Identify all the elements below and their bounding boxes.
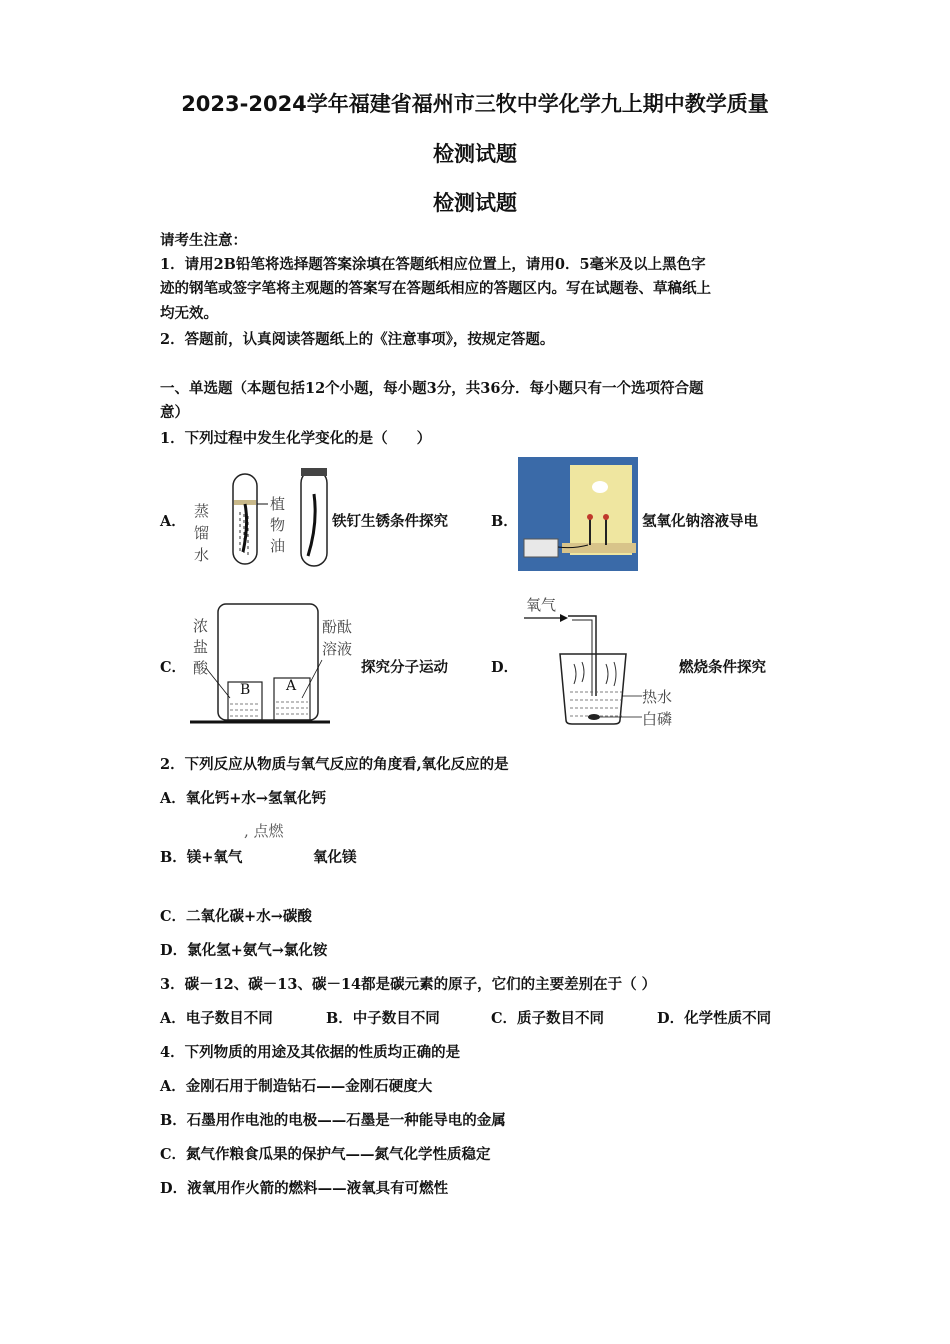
notice-item2: 2．答题前，认真阅读答题纸上的《注意事项》，按规定答题。 [160,331,555,348]
q4-stem: 4．下列物质的用途及其依据的性质均正确的是 [160,1044,461,1061]
notice-item1-line1: 1．请用2B铅笔将选择题答案涂填在答题纸相应位置上，请用0．5毫米及以上黑色字 [160,256,706,273]
conductivity-photo [518,457,638,571]
section-heading-line1: 一、单选题（本题包括12个小题，每小题3分，共36分．每小题只有一个选项符合题 [160,380,704,397]
nail-right [308,494,315,556]
bell-jar [218,604,318,720]
molecular-motion-figure [190,598,330,728]
beaker-b-liquid [230,704,260,716]
q2-option-b-right: 氧化镁 [313,849,357,866]
notice-heading: 请考生注意： [160,232,247,249]
yellow-board [570,465,632,555]
q4-option-b: B．石墨用作电池的电极——石墨是一种能导电的金属 [160,1112,506,1129]
q2-option-d: D．氯化氢+氨气→氯化铵 [160,942,328,959]
label-phenolphthalein: 酚酞溶液 [322,618,353,658]
q2-stem: 2．下列反应从物质与氧气反应的角度看,氧化反应的是 [160,756,509,773]
q1-option-d-letter: D． [491,659,519,676]
q3-option-a: A．电子数目不同 [160,1010,273,1027]
q1-option-b-letter: B． [491,513,518,530]
q1-option-d-text: 燃烧条件探究 [679,659,766,676]
base-plate [562,543,636,553]
page-subtitle: 检测试题 [433,191,517,215]
white-phosphorus [588,714,600,720]
label-hot-water: 热水 [642,688,673,706]
q3-option-c: C．质子数目不同 [491,1010,605,1027]
q1-option-a-letter: A． [160,513,186,530]
q2-condition-text: 点燃 [253,822,284,840]
page-title: 2023-2024学年福建省福州市三牧中学化学九上期中教学质量 [181,92,769,116]
q1-option-a-text: 铁钉生锈条件探究 [332,513,448,530]
power-supply [524,539,558,557]
q1-option-c-text: 探究分子运动 [361,659,448,676]
label-oxygen: 氧气 [526,596,557,614]
q2-reaction-condition: , 点燃 [244,822,284,840]
clip-2 [603,514,609,520]
gas-tube-inner [572,620,592,696]
q2-option-c: C．二氧化碳+水→碳酸 [160,908,312,925]
label-vegetable-oil: 植物油 [270,495,286,555]
q3-option-d: D．化学性质不同 [657,1010,772,1027]
tube-stopper [301,468,327,476]
q3-option-b: B．中子数目不同 [326,1010,440,1027]
q1-option-b-text: 氢氧化钠溶液导电 [642,513,758,530]
bulb-glow [592,481,608,493]
q2-option-b-left: B．镁+氧气 [160,849,243,866]
notice-item1-line3: 均无效。 [160,305,218,322]
label-conc-hcl: 浓盐酸 [193,617,209,677]
notice-item1-line2: 迹的钢笔或签字笔将主观题的答案写在答题纸相应的答题区内。写在试题卷、草稿纸上 [160,280,711,297]
q4-option-a: A．金刚石用于制造钻石——金刚石硬度大 [160,1078,433,1095]
page-title-line2: 检测试题 [433,142,517,166]
beaker-b-label: B [240,682,251,698]
leader-right [302,660,322,698]
bubbles [574,662,616,686]
beaker [560,654,626,724]
label-distilled-water: 蒸馏水 [194,502,210,564]
q4-option-c: C．氮气作粮食瓜果的保护气——氮气化学性质稳定 [160,1146,491,1163]
q4-option-d: D．液氧用作火箭的燃料——液氧具有可燃性 [160,1180,449,1197]
gas-arrow-head [560,614,568,622]
beaker-a-label: A [286,678,297,694]
beaker-a-liquid [276,702,308,714]
q3-stem: 3．碳－12、碳－13、碳－14都是碳元素的原子，它们的主要差别在于（ ） [160,976,657,993]
section-heading-line2: 意） [160,404,189,421]
q1-option-c-letter: C． [160,659,187,676]
test-tube-left [233,474,257,564]
q2-option-a: A．氧化钙+水→氢氧化钙 [160,790,327,807]
q1-stem: 1．下列过程中发生化学变化的是（ ） [160,430,432,447]
label-white-phosphorus: 白磷 [642,710,673,728]
clip-1 [587,514,593,520]
